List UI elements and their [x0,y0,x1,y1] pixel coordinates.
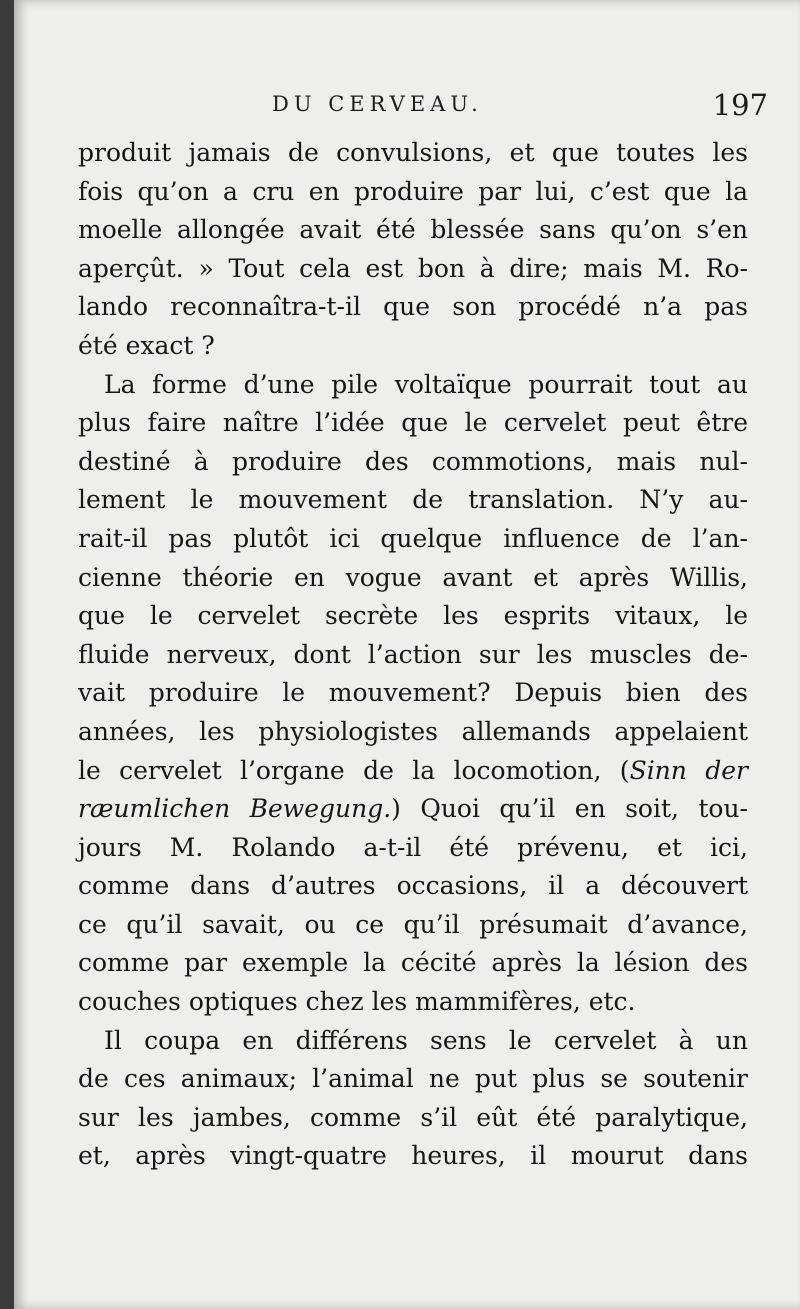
page-number: 197 [712,88,768,122]
text-line: comme par exemple la cécité après la lésion des [78,948,748,978]
text-line: cienne théorie en vogue avant et après Willis, [78,562,748,592]
text-line: années, les physiologistes allemands appelaient [78,716,748,746]
text-line: couches optiques chez les mammifères, etc. [78,987,636,1017]
text-line: vait produire le mouvement? Depuis bien des [78,678,748,708]
text-line: lando reconnaîtra-t-il que son procédé n’a pas [78,292,748,322]
text-line: ce qu’il savait, ou ce qu’il présumait d’avance, [78,909,748,939]
text-line: fois qu’on a cru en produire par lui, c’est que la [78,176,748,206]
book-page [14,0,800,1309]
text-line: aperçût. » Tout cela est bon à dire; mais M. Ro- [78,253,748,283]
text-line: que le cervelet secrète les esprits vitaux, le [78,601,748,631]
text-line: jours M. Rolando a-t-il été prévenu, et ici, [78,832,748,862]
text-line-mixed [78,790,748,829]
italic-segment: Sinn der [629,755,748,785]
body-text [78,134,748,1176]
running-title: DU CERVEAU. [272,92,483,116]
page-header [14,88,800,128]
text-line: et, après vingt-quatre heures, il mourut dans [78,1141,748,1171]
text-line-mixed [78,752,748,791]
text-line: rait-il pas plutôt ici quelque influence de l’an- [78,523,748,553]
text-segment: ) Quoi qu’il en soit, tou- [391,794,748,824]
text-line: été exact ? [78,330,215,360]
text-line: plus faire naître l’idée que le cervelet peut être [78,408,748,438]
text-line: sur les jambes, comme s’il eût été paralytique, [78,1102,748,1132]
italic-segment: ræumlichen Bewegung. [78,794,392,824]
text-segment: le cervelet l’organe de la locomotion, ( [78,755,630,785]
text-line: lement le mouvement de translation. N’y au- [78,485,748,515]
text-line: moelle allongée avait été blessée sans qu’on s’en [78,215,748,245]
text-line: comme dans d’autres occasions, il a découvert [78,871,748,901]
text-line: destiné à produire des commotions, mais nul- [78,446,748,476]
text-line: La forme d’une pile voltaïque pourrait tout au [104,369,748,399]
text-line: Il coupa en différens sens le cervelet à un [104,1025,748,1055]
text-line: de ces animaux; l’animal ne put plus se soutenir [78,1064,748,1094]
text-line: produit jamais de convulsions, et que toutes les [78,138,748,167]
text-line: fluide nerveux, dont l’action sur les muscles de- [78,639,748,669]
